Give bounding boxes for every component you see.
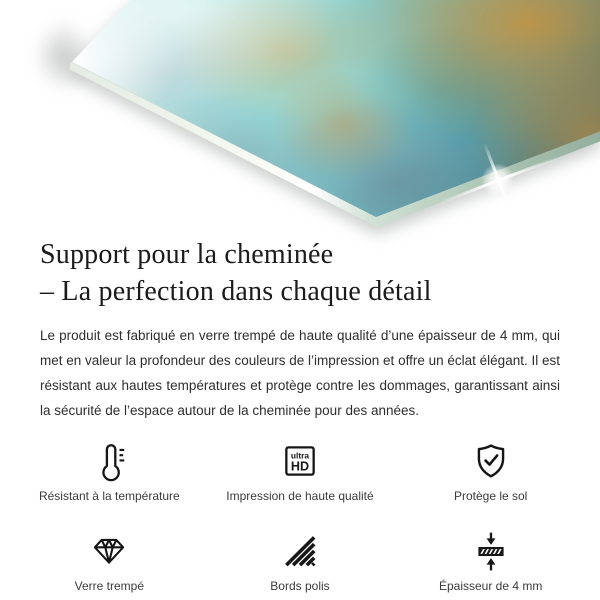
diamond-icon bbox=[88, 530, 130, 572]
feature-tempered-glass bbox=[14, 529, 205, 593]
feature-label: Verre trempé bbox=[74, 579, 145, 593]
feature-label: Épaisseur de 4 mm bbox=[438, 579, 543, 593]
feature-label: Protège le sol bbox=[453, 489, 528, 503]
shield-check-icon bbox=[470, 440, 512, 482]
svg-text:ultra: ultra bbox=[290, 450, 310, 461]
product-hero-image bbox=[0, 0, 600, 226]
feature-polished-edges bbox=[205, 529, 396, 593]
feature-label: Impression de haute qualité bbox=[226, 489, 374, 503]
feature-floor-protection bbox=[395, 439, 586, 503]
thermometer-icon bbox=[88, 440, 130, 482]
feature-thickness bbox=[395, 529, 586, 593]
page-title bbox=[40, 236, 560, 310]
page-title-line2: – La perfection dans chaque détail bbox=[40, 276, 432, 307]
features-grid bbox=[0, 439, 600, 593]
feature-temperature-resistant bbox=[14, 439, 205, 503]
page-title-line1: Support pour la cheminée bbox=[40, 239, 334, 270]
feature-label: Résistant à la température bbox=[38, 489, 180, 503]
polished-edges-icon bbox=[279, 530, 321, 572]
feature-label: Bords polis bbox=[270, 579, 330, 593]
svg-text:HD: HD bbox=[290, 459, 310, 474]
product-description: Le produit est fabriqué en verre trempé de haute qualité d’une épaisseur de 4 mm, qui met en valeur la profondeur des couleurs de l’impression et offre un éclat élégant. Il est résistant aux hautes températures et protège contre les dommages, garantissant ainsi la sécurité de l’espace autour de la cheminée pour des années. bbox=[40, 328, 560, 418]
thickness-compress-icon bbox=[470, 530, 512, 572]
ultra-hd-icon bbox=[279, 440, 321, 482]
feature-print-quality bbox=[205, 439, 396, 503]
